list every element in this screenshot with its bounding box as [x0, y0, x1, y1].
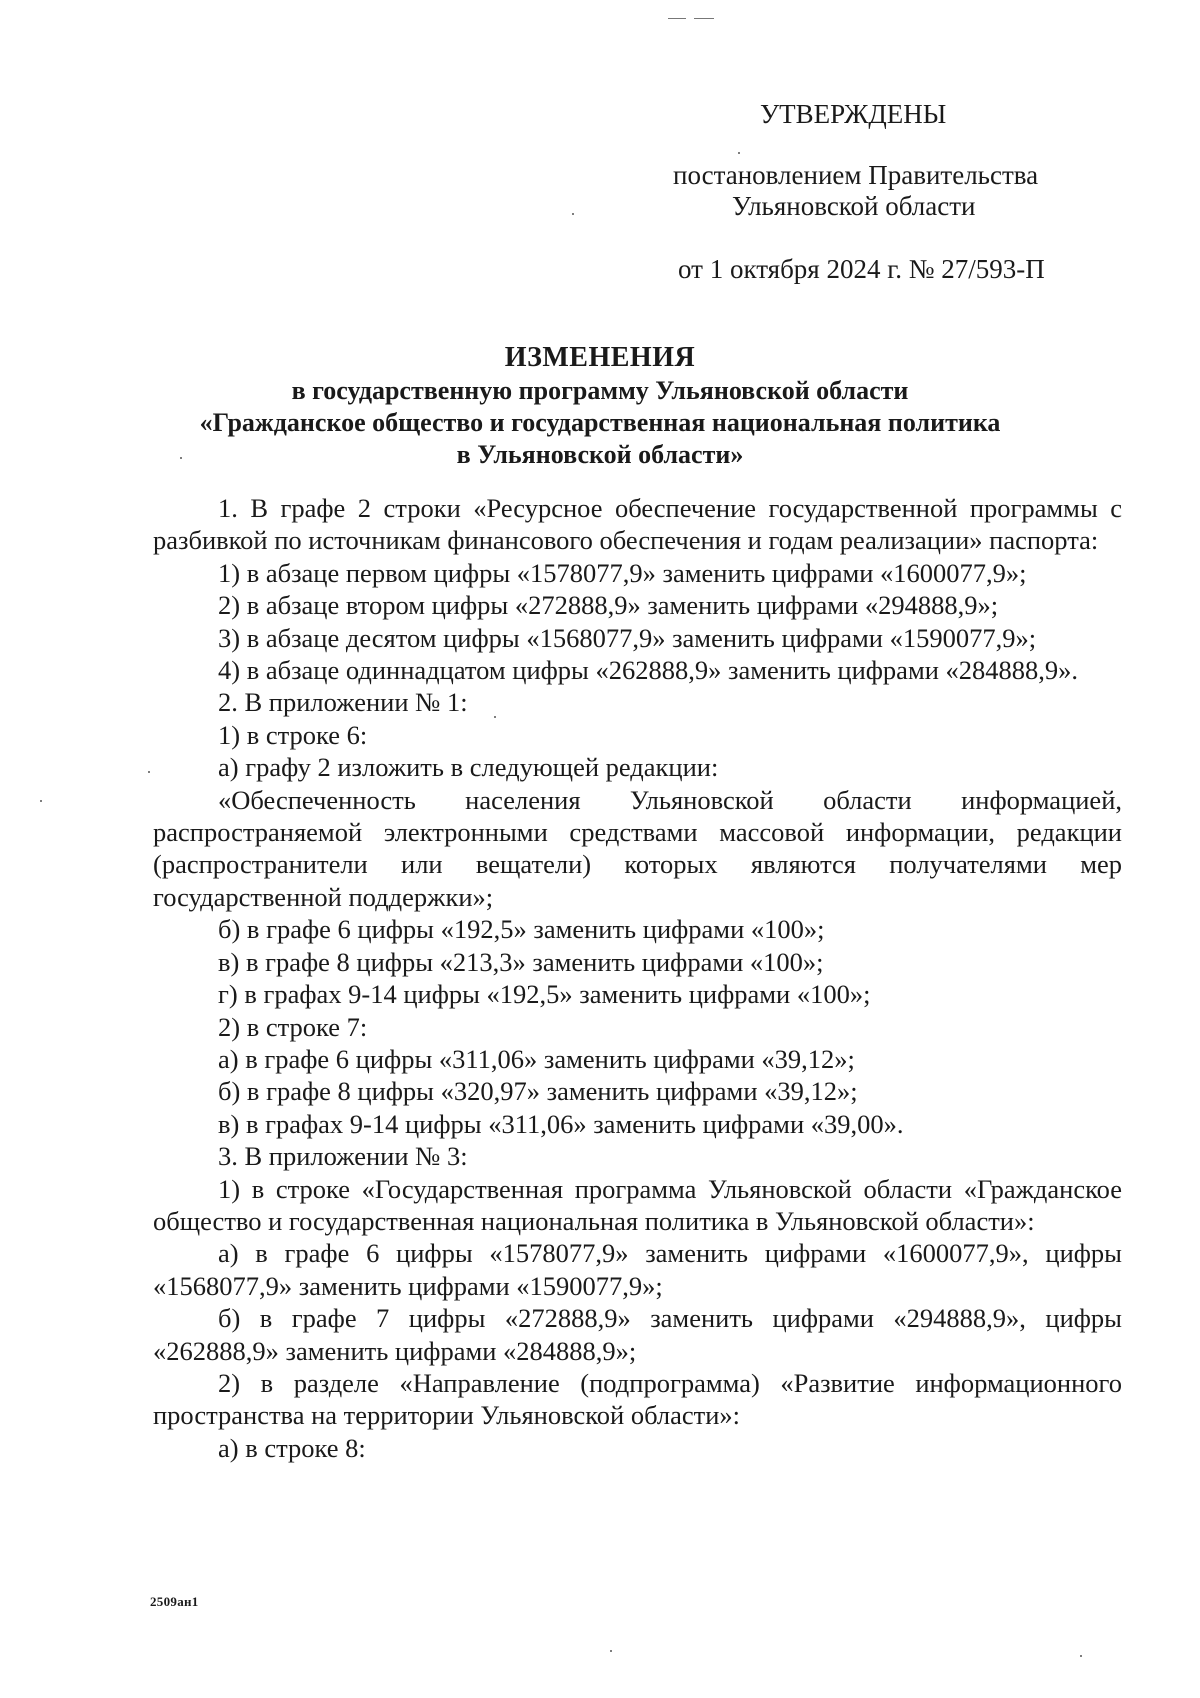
scan-mark [694, 18, 714, 19]
paragraph: 2) в строке 7: [218, 1011, 368, 1042]
title-line-2: «Гражданское общество и государственная национальная политика [199, 408, 1001, 437]
paragraph: «Обеспеченность населения Ульяновской области информацией, распространяемой электронными средствами массовой информации, редакции (распространители или вещатели) которых являются получателями мер государственной поддержки»; [153, 784, 1122, 912]
paragraph: в) в графе 8 цифры «213,3» заменить цифрами «100»; [218, 946, 824, 977]
approval-line-2: Ульяновской области [732, 191, 976, 221]
paragraph: г) в графах 9-14 цифры «192,5» заменить цифрами «100»; [218, 979, 871, 1010]
document-code: 2509ан1 [150, 1594, 199, 1609]
scan-speck [1080, 1655, 1082, 1657]
paragraph: 3. В приложении № 3: [218, 1141, 468, 1172]
paragraph: 2. В приложении № 1: [218, 687, 468, 718]
paragraph: 1) в абзаце первом цифры «1578077,9» заменить цифрами «1600077,9»; [218, 557, 1027, 588]
paragraph: б) в графе 6 цифры «192,5» заменить цифрами «100»; [218, 914, 825, 945]
paragraph: б) в графе 7 цифры «272888,9» заменить цифрами «294888,9», цифры «262888,9» заменить цифрами «284888,9»; [153, 1303, 1122, 1366]
scan-mark [668, 18, 686, 19]
paragraph: 2) в разделе «Направление (подпрограмма) «Развитие информационного пространства на территории Ульяновской области»: [153, 1367, 1122, 1431]
paragraph: 1) в строке «Государственная программа Ульяновской области «Гражданское общество и государственная национальная политика в Ульяновской области»: [153, 1173, 1122, 1236]
title-line-3: в Ульяновской области» [456, 440, 744, 469]
approval-line-1: постановлением Правительства [673, 160, 1039, 190]
scan-speck [610, 1650, 612, 1652]
scan-speck [738, 152, 740, 154]
scan-speck [40, 800, 42, 802]
paragraph: в) в графах 9-14 цифры «311,06» заменить цифрами «39,00». [218, 1108, 904, 1139]
document-title [0, 340, 1200, 471]
paragraph: а) в строке 8: [218, 1432, 366, 1463]
approval-date-number: от 1 октября 2024 г. № 27/593-П [678, 254, 1045, 284]
paragraph: 1) в строке 6: [218, 719, 368, 750]
scan-speck [572, 213, 574, 215]
approved-label: УТВЕРЖДЕНЫ [760, 99, 947, 129]
document-body [153, 492, 1122, 1464]
paragraph: 1. В графе 2 строки «Ресурсное обеспечение государственной программы с разбивкой по источникам финансового обеспечения и годам реализации» паспорта: [153, 493, 1122, 556]
paragraph: б) в графе 8 цифры «320,97» заменить цифрами «39,12»; [218, 1076, 858, 1107]
title-line-1: в государственную программу Ульяновской области [291, 376, 909, 405]
paragraph: а) в графе 6 цифры «1578077,9» заменить цифрами «1600077,9», цифры «1568077,9» заменить цифрами «1590077,9»; [153, 1238, 1122, 1301]
paragraph: 4) в абзаце одиннадцатом цифры «262888,9» заменить цифрами «284888,9». [218, 655, 1079, 686]
title-main: ИЗМЕНЕНИЯ [504, 342, 696, 373]
paragraph: 2) в абзаце втором цифры «272888,9» заменить цифрами «294888,9»; [218, 590, 999, 621]
paragraph: а) в графе 6 цифры «311,06» заменить цифрами «39,12»; [218, 1043, 855, 1074]
paragraph: а) графу 2 изложить в следующей редакции: [218, 752, 719, 783]
scan-speck [148, 771, 150, 773]
paragraph: 3) в абзаце десятом цифры «1568077,9» заменить цифрами «1590077,9»; [218, 622, 1037, 653]
